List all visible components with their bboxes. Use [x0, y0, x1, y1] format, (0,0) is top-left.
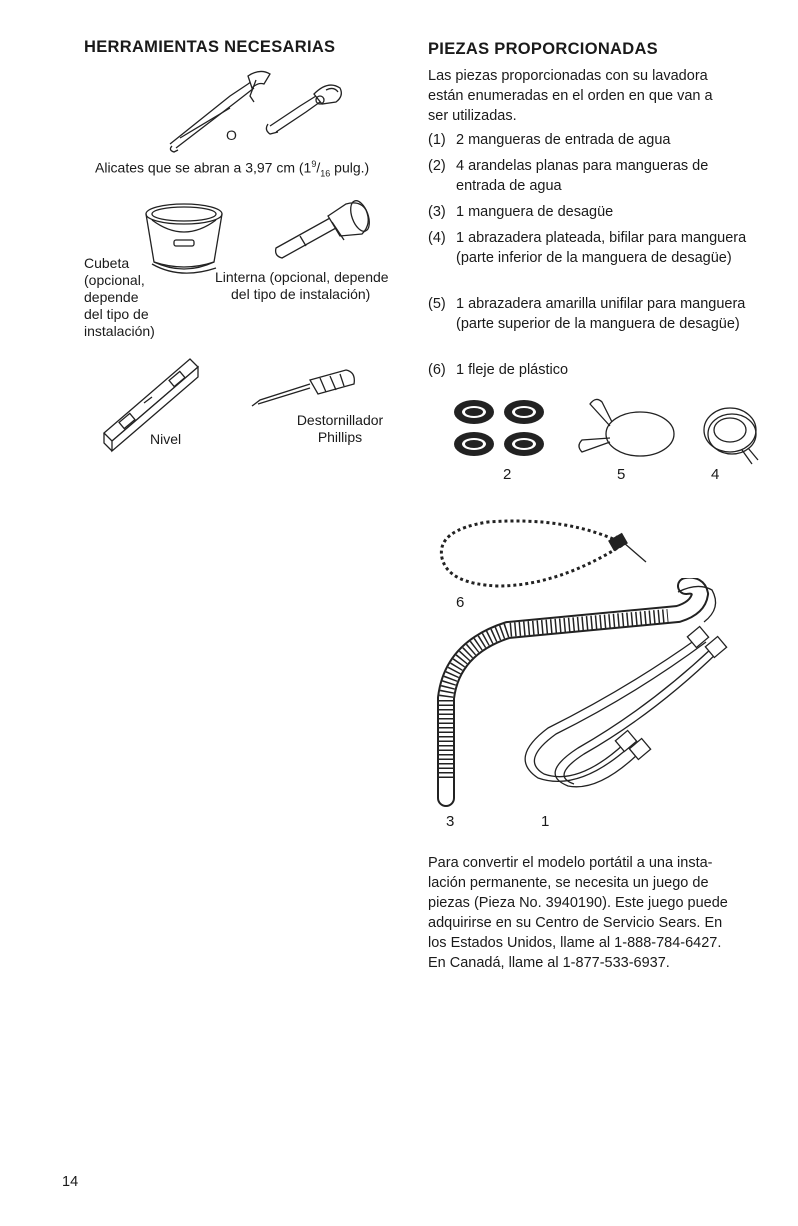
pliers-caption: Alicates que se abran a 3,97 cm ($1^9/_{16}$ pulg.)	[95, 159, 370, 179]
parts-item-number: (2)	[428, 158, 446, 174]
screwdriver-caption	[288, 412, 392, 446]
washer-icon	[504, 432, 544, 456]
parts-heading: PIEZAS PROPORCIONADAS	[428, 40, 658, 58]
drain-hose-icon	[446, 586, 716, 798]
screwdriver-caption-line: Phillips	[317, 429, 363, 445]
washer-icon	[454, 432, 494, 456]
bucket-caption-line: depende	[84, 289, 139, 305]
label-drain-hose: 3	[446, 813, 455, 830]
label-clamp-double: 4	[711, 466, 720, 483]
washer-icon	[504, 400, 544, 424]
parts-item-number: (1)	[428, 132, 446, 148]
parts-intro	[428, 66, 790, 126]
flashlight-caption	[215, 269, 389, 303]
bucket-caption-line: (opcional,	[84, 272, 145, 288]
bucket-caption-line: instalación)	[84, 323, 155, 339]
parts-list-item	[428, 361, 790, 381]
screwdriver-caption-line: Destornillador	[296, 412, 384, 428]
parts-item-number: (4)	[428, 230, 446, 246]
parts-item-number: (5)	[428, 296, 446, 312]
parts-list-item	[428, 229, 790, 268]
parts-item-text: 1 abrazadera amarilla unifilar para manguera (parte superior de la manguera de desagüe)	[456, 296, 746, 332]
label-clamp-single: 5	[617, 466, 626, 483]
washer-icon	[454, 400, 494, 424]
bucket-leader-line	[150, 262, 220, 282]
parts-item-text: 1 abrazadera plateada, bifilar para manguera (parte inferior de la manguera de desagüe)	[456, 230, 747, 266]
double-wire-clamp-icon	[704, 408, 758, 464]
parts-item-number: (6)	[428, 362, 446, 378]
parts-item-text: 1 manguera de desagüe	[456, 204, 614, 220]
parts-list-item	[428, 295, 790, 334]
bucket-caption	[84, 255, 155, 340]
parts-item-text: 4 arandelas planas para mangueras de entrada de agua	[456, 158, 709, 194]
parts-list-item	[428, 131, 790, 151]
parts-item-text: 1 fleje de plástico	[456, 362, 569, 378]
inlet-hoses-icon	[525, 626, 726, 786]
parts-item-number: (3)	[428, 204, 446, 220]
conversion-line: Para convertir el modelo portátil a una insta-	[428, 855, 713, 871]
conversion-line: piezas (Pieza No. 3940190). Este juego puede	[428, 895, 728, 911]
tools-heading: HERRAMIENTAS NECESARIAS	[84, 38, 336, 56]
conversion-line: adquirirse en su Centro de Servicio Sears. En	[428, 915, 723, 931]
label-inlet-hoses: 1	[541, 813, 550, 830]
hoses-illustration	[428, 578, 738, 808]
bucket-caption-line: del tipo de	[84, 306, 149, 322]
flashlight-caption-line: Linterna (opcional, depende	[215, 269, 389, 285]
label-washers: 2	[503, 466, 512, 483]
bucket-caption-line: Cubeta	[84, 255, 130, 271]
conversion-paragraph	[428, 853, 790, 973]
parts-item-text: 2 mangueras de entrada de agua	[456, 132, 671, 148]
parts-list-item	[428, 203, 790, 223]
parts-intro-line: Las piezas proporcionadas con su lavadora	[428, 68, 708, 84]
single-wire-clamp-icon	[579, 399, 674, 456]
parts-intro-line: ser utilizadas.	[428, 108, 517, 124]
flashlight-caption-line: del tipo de instalación)	[231, 286, 371, 302]
parts-list-item	[428, 157, 790, 196]
parts-intro-line: están enumeradas en el orden en que van a	[428, 88, 713, 104]
label-strap: 6	[456, 594, 465, 611]
washers-clamps-illustration	[450, 394, 770, 474]
conversion-line: los Estados Unidos, llame al 1-888-784-6427.	[428, 935, 722, 951]
conversion-line: lación permanente, se necesita un juego de	[428, 875, 709, 891]
pliers-or-text: O	[226, 127, 237, 143]
page-number: 14	[62, 1174, 79, 1190]
conversion-line: En Canadá, llame al 1-877-533-6937.	[428, 955, 670, 971]
pliers-illustration	[160, 66, 360, 156]
screwdriver-illustration	[250, 366, 360, 412]
level-caption: Nivel	[150, 431, 182, 447]
flashlight-illustration	[270, 196, 380, 264]
